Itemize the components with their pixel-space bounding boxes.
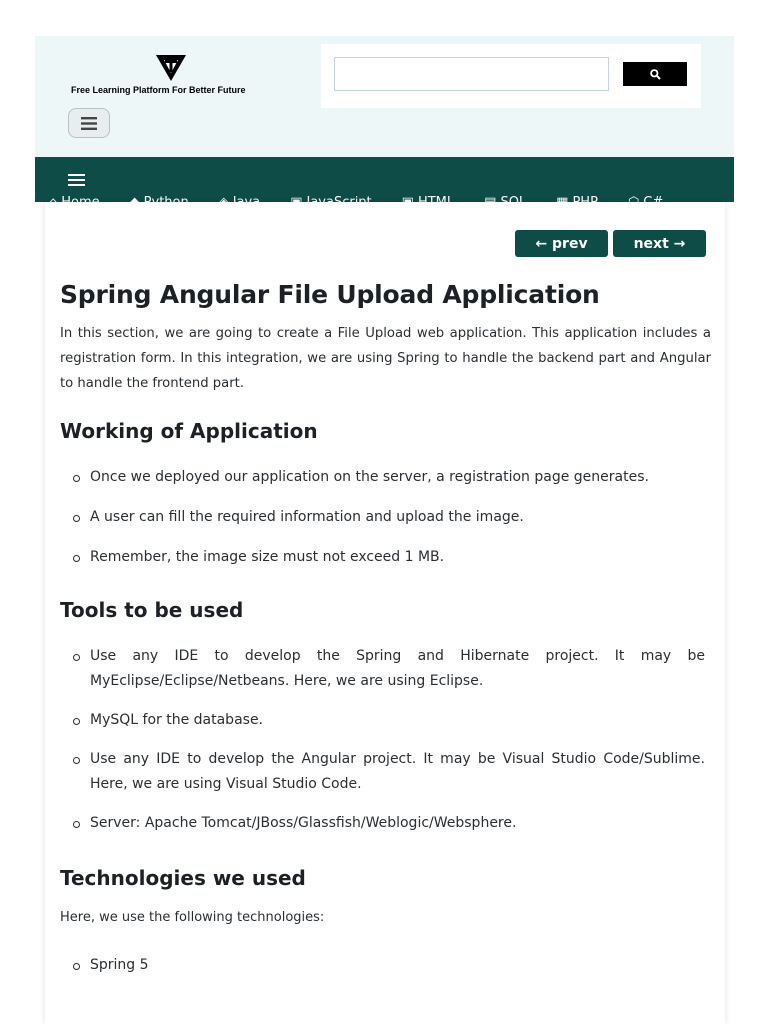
list-item: Server: Apache Tomcat/JBoss/Glassfish/Weblogic/Websphere. <box>73 811 705 836</box>
pager <box>515 230 706 257</box>
search-icon <box>650 69 661 80</box>
hamburger-icon <box>81 117 97 130</box>
site-header <box>35 36 734 157</box>
tools-list <box>73 644 705 836</box>
search-box <box>321 44 701 108</box>
article-content <box>45 202 725 1024</box>
search-button[interactable] <box>623 62 687 86</box>
list-item: Spring 5 <box>73 953 705 978</box>
prev-button[interactable]: ← prev <box>515 230 608 257</box>
list-item: Use any IDE to develop the Angular project. It may be Visual Studio Code/Sublime. Here, we are using Visual Studio Code. <box>73 747 705 797</box>
tools-heading: Tools to be used <box>60 598 244 622</box>
intro-paragraph: In this section, we are going to create a File Upload web application. This application includes a registration form. In this integration, we are using Spring to handle the backend part and Angular to handle the frontend part. <box>60 326 711 391</box>
working-heading: Working of Application <box>60 419 318 443</box>
list-item: A user can fill the required information and upload the image. <box>73 505 705 530</box>
technologies-heading: Technologies we used <box>60 866 306 890</box>
page-title: Spring Angular File Upload Application <box>60 280 600 309</box>
main-nav <box>35 157 734 202</box>
list-item: MySQL for the database. <box>73 708 705 733</box>
technologies-list <box>73 953 705 978</box>
list-item: Remember, the image size must not exceed 1 MB. <box>73 545 705 570</box>
nav-toggle[interactable] <box>68 171 85 190</box>
hamburger-icon <box>68 174 85 186</box>
logo-icon <box>155 54 187 82</box>
technologies-intro: Here, we use the following technologies: <box>60 910 325 925</box>
list-item: Use any IDE to develop the Spring and Hibernate project. It may be MyEclipse/Eclipse/Netbeans. Here, we are using Eclipse. <box>73 644 705 694</box>
site-logo[interactable] <box>71 54 291 99</box>
search-input[interactable] <box>334 57 609 91</box>
site-tagline: Free Learning Platform For Better Future <box>71 85 246 95</box>
next-button[interactable]: next → <box>613 230 706 257</box>
working-list <box>73 465 705 570</box>
menu-toggle-button[interactable] <box>68 108 110 138</box>
list-item: Once we deployed our application on the server, a registration page generates. <box>73 465 705 490</box>
